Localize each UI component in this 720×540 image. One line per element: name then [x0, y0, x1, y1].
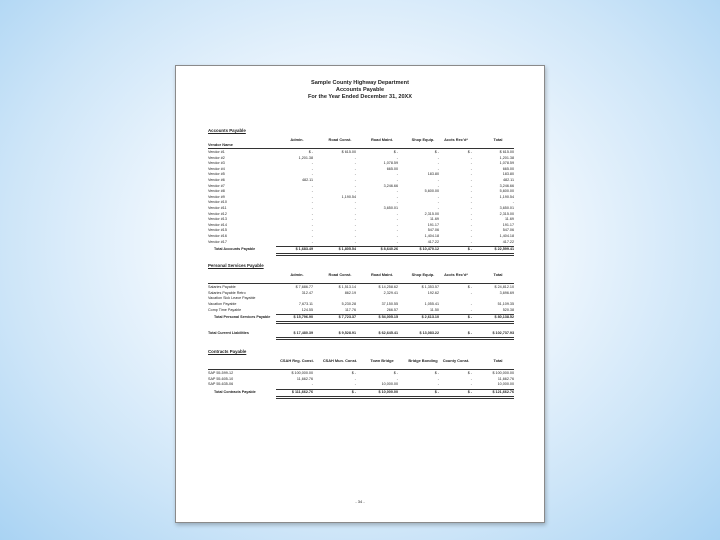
total-value: $ -: [467, 247, 472, 252]
total-value: $ 7,723.37: [338, 315, 356, 320]
cell-value: -: [354, 183, 356, 188]
cell-value: 266.57: [386, 307, 398, 312]
row-label: Vendor #9: [208, 194, 225, 199]
column-header: County Const.: [442, 358, 470, 364]
cell-value: -: [396, 239, 398, 244]
cell-value: 2,329.41: [383, 290, 398, 295]
cell-value: 10,000.00: [381, 382, 398, 387]
cell-value: 1,190.54: [499, 194, 514, 199]
total-label: Total Personal Services Payable: [214, 315, 271, 320]
cell-value: 482.11: [301, 178, 313, 182]
row-label: Vendor #8: [208, 189, 225, 194]
cell-value: -: [470, 161, 472, 166]
cell-value: -: [354, 166, 356, 171]
total-value: $ 2,613.10: [421, 315, 439, 320]
cell-value: -: [311, 382, 313, 387]
cell-value: -: [470, 200, 472, 205]
row-label: Vendor #3: [208, 161, 225, 166]
total-value: $ 54,005.15: [378, 315, 398, 320]
cell-value: -: [354, 211, 356, 216]
cell-value: -: [437, 183, 439, 188]
cell-value: 11.50: [430, 307, 439, 312]
cell-value: -: [354, 155, 356, 160]
row-label: SAP 55-599-12: [208, 371, 234, 376]
total-value: $ -: [351, 390, 356, 394]
cell-value: 1,404.18: [499, 234, 514, 238]
cell-value: 11,662.76: [296, 376, 313, 381]
cell-value: 51,109.35: [497, 302, 514, 306]
cell-value: -: [470, 234, 472, 238]
row-label: Vendor #4: [208, 166, 225, 171]
column-header: Shop Equip.: [411, 137, 435, 142]
current-liabilities-label: Total Current Liabilities: [208, 331, 249, 336]
row-label: Vendor #17: [208, 239, 227, 244]
total-value: $ 10,470.12: [419, 247, 439, 252]
cell-value: -: [354, 172, 356, 177]
cell-value: 520.38: [502, 307, 514, 312]
cell-value: -: [354, 178, 356, 182]
cell-value: -: [396, 228, 398, 233]
cell-value: -: [396, 194, 398, 199]
total-value: $ 1,683.49: [295, 247, 313, 252]
cell-value: -: [470, 183, 472, 188]
cell-value: -: [311, 211, 313, 216]
column-header: Accts Rec’d*: [444, 272, 468, 278]
current-liabilities-value: $ -: [467, 331, 472, 336]
double-underline: [276, 396, 514, 399]
cell-value: 117.76: [344, 307, 356, 312]
cell-value: $ -: [434, 371, 439, 376]
double-underline: [276, 337, 514, 340]
row-label: Comp Time Payable: [208, 307, 242, 312]
cell-value: -: [470, 376, 472, 381]
cell-value: -: [470, 155, 472, 160]
cell-value: -: [354, 228, 356, 233]
cell-value: 5,600.00: [424, 189, 439, 194]
row-label: Vacation Payable: [208, 302, 237, 306]
cell-value: -: [396, 178, 398, 182]
column-header: Vendor Name: [208, 142, 233, 147]
total-value: $ 15,796.90: [293, 315, 313, 320]
underline: [208, 148, 514, 149]
cell-value: 3,246.66: [383, 183, 398, 188]
cell-value: -: [396, 172, 398, 177]
cell-value: -: [354, 239, 356, 244]
current-liabilities-value: $ 62,645.41: [378, 331, 398, 336]
cell-value: 1,078.59: [499, 161, 514, 166]
row-label: Vendor #15: [208, 228, 227, 233]
cell-value: -: [396, 217, 398, 222]
cell-value: -: [311, 228, 313, 233]
cell-value: 1,055.41: [424, 302, 439, 306]
cell-value: $ 14,258.62: [378, 285, 398, 290]
cell-value: 1,404.18: [424, 234, 439, 238]
document-page: [175, 65, 545, 523]
column-header: Road Const.: [328, 137, 352, 142]
cell-value: -: [470, 189, 472, 194]
underline: [208, 283, 514, 284]
double-underline: [276, 321, 514, 324]
cell-value: 191.17: [502, 222, 514, 227]
current-liabilities-value: $ 102,737.93: [492, 331, 514, 336]
cell-value: 11,662.76: [497, 376, 514, 381]
cell-value: -: [437, 194, 439, 199]
cell-value: $ 615.00: [499, 150, 514, 154]
cell-value: -: [311, 217, 313, 222]
cell-value: $ 24,812.10: [494, 285, 514, 290]
cell-value: -: [470, 217, 472, 222]
cell-value: -: [437, 178, 439, 182]
section-title: Contracts Payable: [208, 349, 247, 355]
cell-value: 3,650.01: [499, 206, 514, 210]
cell-value: 862.19: [344, 290, 356, 295]
cell-value: -: [354, 161, 356, 166]
cell-value: 2,315.00: [424, 211, 439, 216]
cell-value: -: [311, 183, 313, 188]
cell-value: -: [396, 234, 398, 238]
underline: [208, 369, 514, 370]
cell-value: $ -: [308, 150, 313, 154]
total-value: $ 111,662.76: [291, 390, 313, 394]
total-value: $ 1,805.54: [338, 247, 356, 252]
cell-value: -: [512, 200, 514, 205]
row-label: Vendor #7: [208, 183, 225, 188]
cell-value: -: [470, 194, 472, 199]
total-value: $ -: [434, 390, 439, 394]
cell-value: 183.80: [427, 172, 439, 177]
cell-value: $ 100,000.00: [291, 371, 313, 376]
total-value: $ -: [467, 315, 472, 320]
column-header: Road Const.: [328, 272, 352, 278]
cell-value: -: [396, 155, 398, 160]
cell-value: -: [354, 382, 356, 387]
cell-value: $ -: [467, 371, 472, 376]
cell-value: 1,201.38: [499, 155, 514, 160]
document-title-line: Sample County Highway Department: [311, 80, 409, 86]
cell-value: 191.17: [427, 222, 439, 227]
column-header: Shop Equip.: [411, 272, 435, 278]
total-value: $ 22,599.41: [494, 247, 514, 252]
cell-value: $ -: [393, 150, 398, 154]
cell-value: -: [354, 200, 356, 205]
cell-value: -: [470, 206, 472, 210]
cell-value: -: [311, 172, 313, 177]
total-value: $ 80,138.52: [494, 315, 514, 320]
cell-value: 417.22: [427, 239, 439, 244]
total-value: $ 8,640.26: [380, 247, 398, 252]
cell-value: -: [311, 239, 313, 244]
column-header: Admin.: [290, 272, 304, 278]
cell-value: $ 1,353.57: [421, 285, 439, 290]
row-label: SAP 55-635-06: [208, 382, 234, 387]
cell-value: -: [354, 189, 356, 194]
column-header: Accts Rec’d*: [444, 137, 468, 142]
cell-value: -: [311, 222, 313, 227]
cell-value: -: [437, 161, 439, 166]
cell-value: $ -: [434, 150, 439, 154]
cell-value: 3,650.01: [383, 206, 398, 210]
total-value: $ 10,000.00: [378, 390, 398, 394]
current-liabilities-value: $ 9,528.91: [338, 331, 356, 336]
current-liabilities-value: $ 13,083.22: [419, 331, 439, 336]
cell-value: 1,078.59: [383, 161, 398, 166]
cell-value: $ 7,686.77: [295, 285, 313, 290]
row-label: SAP 55-605-10: [208, 376, 234, 381]
cell-value: -: [437, 382, 439, 387]
cell-value: -: [437, 166, 439, 171]
column-header: Total: [493, 358, 503, 364]
cell-value: -: [354, 217, 356, 222]
cell-value: 547.06: [427, 228, 439, 233]
cell-value: -: [437, 206, 439, 210]
row-label: Vacation Sick Leave Payable: [208, 296, 256, 301]
column-header: Town Bridge: [370, 358, 394, 364]
cell-value: -: [470, 178, 472, 182]
cell-value: -: [396, 200, 398, 205]
cell-value: -: [311, 200, 313, 205]
total-label: Total Contracts Payable: [214, 390, 256, 394]
section-title: Personal Services Payable: [208, 263, 264, 269]
cell-value: -: [437, 376, 439, 381]
cell-value: 11.69: [430, 217, 439, 222]
column-header: Road Maint.: [370, 137, 394, 142]
row-label: Vendor #11: [208, 206, 227, 210]
cell-value: -: [311, 189, 313, 194]
row-label: Vendor #16: [208, 234, 227, 238]
row-label: Vendor #14: [208, 222, 227, 227]
cell-value: -: [354, 206, 356, 210]
cell-value: -: [354, 376, 356, 381]
row-label: Vendor #10: [208, 200, 227, 205]
column-header: Admin.: [290, 137, 304, 142]
cell-value: 665.00: [502, 166, 514, 171]
cell-value: 2,315.00: [499, 211, 514, 216]
cell-value: 665.00: [386, 166, 398, 171]
document-title-line: For the Year Ended December 31, 20XX: [307, 94, 413, 100]
cell-value: -: [437, 200, 439, 205]
cell-value: -: [354, 222, 356, 227]
cell-value: -: [354, 234, 356, 238]
total-label: Total Accounts Payable: [214, 247, 256, 252]
cell-value: -: [437, 155, 439, 160]
cell-value: -: [470, 222, 472, 227]
cell-value: 124.55: [301, 307, 313, 312]
cell-value: -: [311, 206, 313, 210]
cell-value: -: [311, 194, 313, 199]
page-number: - 34 -: [355, 499, 365, 504]
row-label: Vendor #13: [208, 217, 227, 222]
cell-value: $ -: [393, 371, 398, 376]
cell-value: 3,696.69: [499, 290, 514, 295]
document-title-line: Accounts Payable: [335, 87, 385, 93]
column-header: Total: [493, 137, 503, 142]
cell-value: -: [470, 307, 472, 312]
cell-value: -: [396, 222, 398, 227]
column-header: CSAH Reg. Const.: [280, 358, 314, 364]
column-header: CSAH Mun. Const.: [322, 358, 358, 364]
cell-value: $ -: [467, 285, 472, 290]
cell-value: $ -: [351, 371, 356, 376]
total-value: $ 121,662.76: [492, 390, 514, 394]
cell-value: -: [396, 211, 398, 216]
cell-value: 5,230.28: [341, 302, 356, 306]
cell-value: -: [311, 234, 313, 238]
cell-value: 482.11: [502, 178, 514, 182]
cell-value: -: [311, 161, 313, 166]
cell-value: -: [311, 166, 313, 171]
row-label: Vendor #2: [208, 155, 225, 160]
cell-value: -: [470, 211, 472, 216]
cell-value: 1,201.38: [298, 155, 313, 160]
cell-value: 1,190.54: [341, 194, 356, 199]
total-value: $ -: [467, 390, 472, 394]
row-label: Vendor #5: [208, 172, 225, 177]
cell-value: 312.47: [301, 290, 313, 295]
row-label: Vendor #1: [208, 150, 225, 154]
cell-value: -: [470, 239, 472, 244]
cell-value: 183.80: [502, 172, 514, 177]
cell-value: -: [470, 166, 472, 171]
row-label: Salaries Payable: [208, 285, 236, 290]
column-header: Road Maint.: [370, 272, 394, 278]
cell-value: 10,000.00: [497, 382, 514, 387]
cell-value: $ 1,513.14: [338, 285, 356, 290]
cell-value: $ -: [467, 150, 472, 154]
cell-value: $ 615.00: [341, 150, 356, 154]
cell-value: 37,150.55: [381, 302, 398, 306]
cell-value: 7,673.11: [298, 302, 313, 306]
cell-value: 547.06: [502, 228, 514, 233]
cell-value: 11.69: [505, 217, 514, 222]
row-label: Vendor #6: [208, 178, 225, 182]
cell-value: -: [470, 382, 472, 387]
current-liabilities-value: $ 17,480.39: [293, 331, 313, 336]
cell-value: -: [470, 228, 472, 233]
section-title: Accounts Payable: [208, 128, 246, 133]
double-underline: [276, 253, 514, 256]
cell-value: -: [396, 376, 398, 381]
cell-value: 3,246.66: [499, 183, 514, 188]
column-header: Total: [493, 272, 503, 278]
cell-value: -: [396, 189, 398, 194]
column-header: Bridge Bonding: [408, 358, 438, 364]
cell-value: -: [470, 290, 472, 295]
row-label: Vendor #12: [208, 211, 227, 216]
cell-value: -: [470, 302, 472, 306]
cell-value: 417.22: [502, 239, 514, 244]
cell-value: $ 100,000.00: [492, 371, 514, 376]
cell-value: 192.62: [427, 290, 439, 295]
row-label: Salaries Payable Retro: [208, 290, 246, 295]
cell-value: 5,600.00: [499, 189, 514, 194]
cell-value: -: [470, 172, 472, 177]
